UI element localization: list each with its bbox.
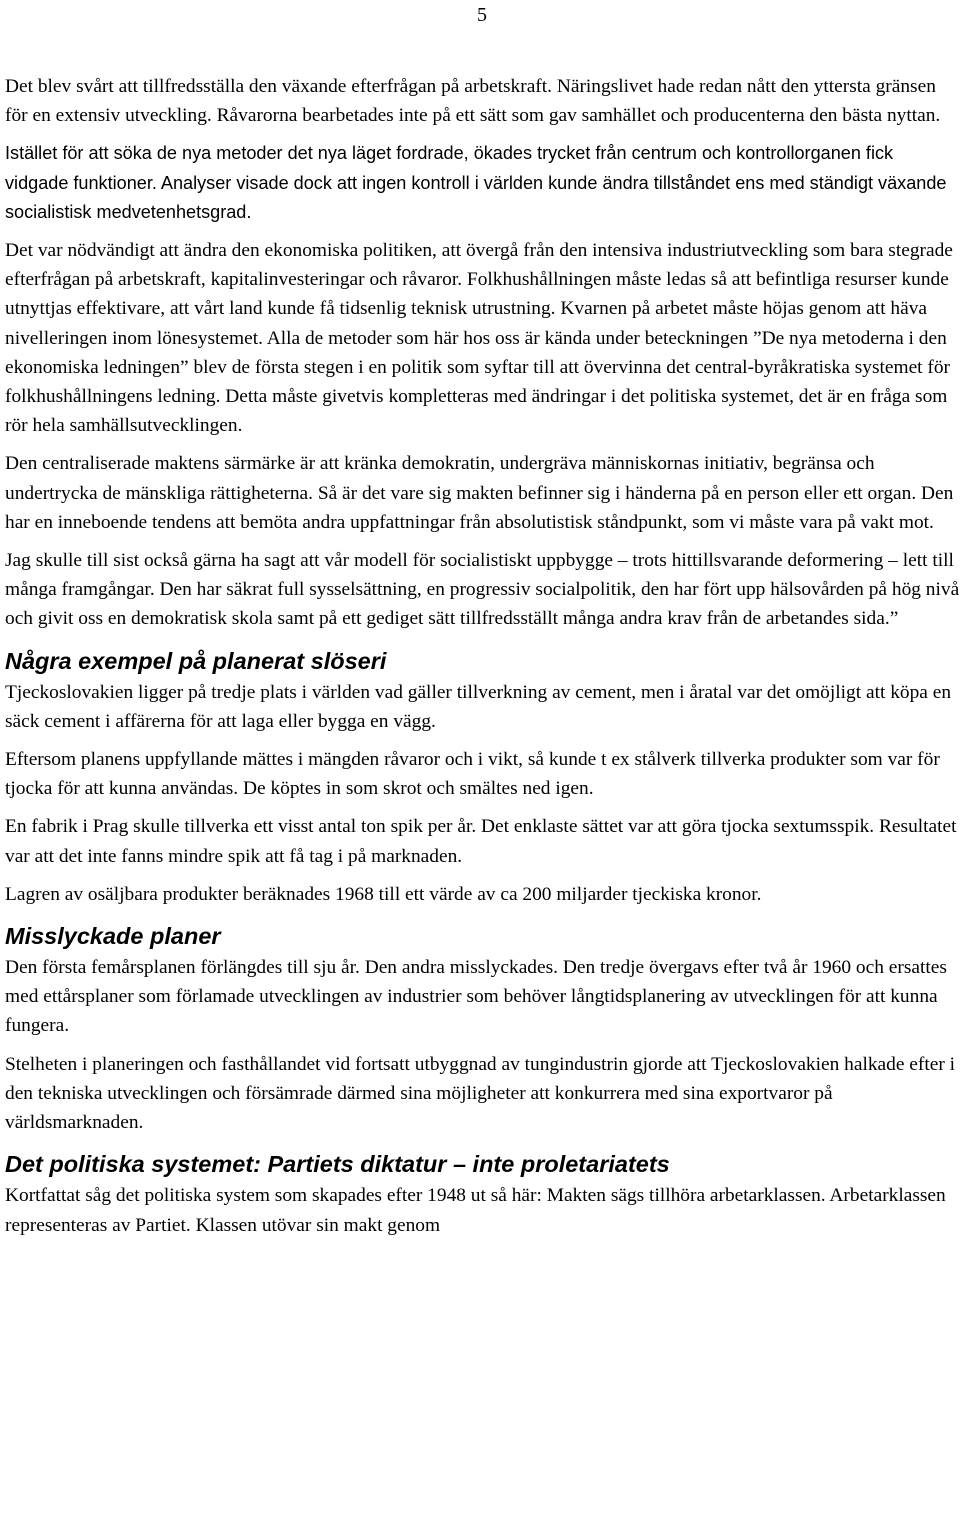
paragraph-five-year-plans: Den första femårsplanen förlängdes till sju år. Den andra misslyckades. Den tredje övergavs efter två år 1960 och ersattes med ettårsplaner som förlamade utvecklingen av industrier som behöver långtidsplanering av utvecklingen för att kunna fungera. bbox=[5, 957, 947, 1037]
page-number: 5 bbox=[477, 4, 487, 26]
paragraph-political-summary: Kortfattat såg det politiska system som skapades efter 1948 ut så här: Makten sägs tillhöra arbetarklassen. Arbetarklassen representeras av Partiet. Klassen utövar sin makt genom bbox=[5, 1185, 946, 1236]
paragraph-centralized-power: Den centraliserade maktens särmärke är att kränka demokratin, undergräva människornas initiativ, begränsa och undertrycka de mänskliga rättigheterna. Så är det vare sig makten befinner sig i händerna på en person eller ett organ. Den har en inneboende tendens att bemöta andra uppfattningar från absolutistisk ståndpunkt, som vi måste vara på vakt mot. bbox=[5, 453, 954, 533]
paragraph-economic-policy: Det var nödvändigt att ändra den ekonomiska politiken, att övergå från den intensiva industriutveckling som bara stegrade efterfrågan på arbetskraft, kapitalinvesteringar och råvaror. Folkhushållningen måste ledas så att befintliga resurser kunde utnyttjas effektivare, att vårt land kunde få tidsenlig teknisk utrustning. Kvarnen på arbetet måste höjas genom att häva nivelleringen inom lönesystemet. Alla de metoder som här hos oss är kända under beteckningen ”De nya metoderna i den ekonomiska ledningen” blev de första stegen i en politik som syftar till att övervinna det central-byråkratiska systemet för folkhushållningens ledning. Detta måste givetvis kompletteras med ändringar i det politiska systemet, det är en fråga som rör hela samhällsutvecklingen. bbox=[5, 240, 953, 437]
paragraph-cement: Tjeckoslovakien ligger på tredje plats i världen vad gäller tillverkning av cement, men i åratal var det omöjligt att köpa en säck cement i affärerna för att laga eller bygga en vägg. bbox=[5, 681, 952, 732]
paragraph-unsold-stock: Lagren av osäljbara produkter beräknades 1968 till ett värde av ca 200 miljarder tjeckiska kronor. bbox=[5, 883, 762, 905]
document-body bbox=[5, 72, 960, 1249]
paragraph-steel: Eftersom planens uppfyllande mättes i mängden råvaror och i vikt, så kunde t ex stålverk tillverka produkter som var för tjocka för att kunna användas. De köptes in som skrot och smältes ned igen. bbox=[5, 749, 940, 800]
paragraph-socialist-model: Jag skulle till sist också gärna ha sagt att vår modell för socialistiskt uppbygge – trots hittillsvarande deformering – lett till många framgångar. Den har säkrat full sysselsättning, en progressiv socialpolitik, den har fört upp hälsovården på hög nivå och givit oss en demokratisk skola samt på ett gediget sätt tillfredsställt många andra krav från de arbetandes sida.” bbox=[5, 550, 960, 630]
paragraph-heavy-industry: Stelheten i planeringen och fasthållandet vid fortsatt utbyggnad av tungindustrin gjorde att Tjeckoslovakien halkade efter i den tekniska utvecklingen och försämrade därmed sina möjligheter att konkurrera med sina exportvaror på världsmarknaden. bbox=[5, 1053, 956, 1134]
heading-planned-waste: Några exempel på planerat slöseri bbox=[5, 647, 387, 674]
paragraph-nails: En fabrik i Prag skulle tillverka ett visst antal ton spik per år. Det enklaste sättet var att göra tjocka sextumsspik. Resultatet var att det inte fanns mindre spik att få tag i på marknaden. bbox=[5, 816, 957, 867]
paragraph-control-pressure: Istället för att söka de nya metoder det nya läget fordrade, ökades trycket från centrum och kontrollorganen fick vidgade funktioner. Analyser visade dock att ingen kontroll i världen kunde ändra tillståndet ens med ständigt växande socialistisk medvetenhetsgrad. bbox=[5, 143, 947, 222]
paragraph-labor-demand: Det blev svårt att tillfredsställa den växande efterfrågan på arbetskraft. Näringslivet hade redan nått den yttersta gränsen för en extensiv utveckling. Råvarorna bearbetades inte på ett sätt som gav samhället och producenterna den bästa nyttan. bbox=[5, 76, 941, 127]
heading-failed-plans: Misslyckade planer bbox=[5, 923, 221, 950]
heading-political-system: Det politiska systemet: Partiets diktatur – inte proletariatets bbox=[5, 1151, 670, 1178]
